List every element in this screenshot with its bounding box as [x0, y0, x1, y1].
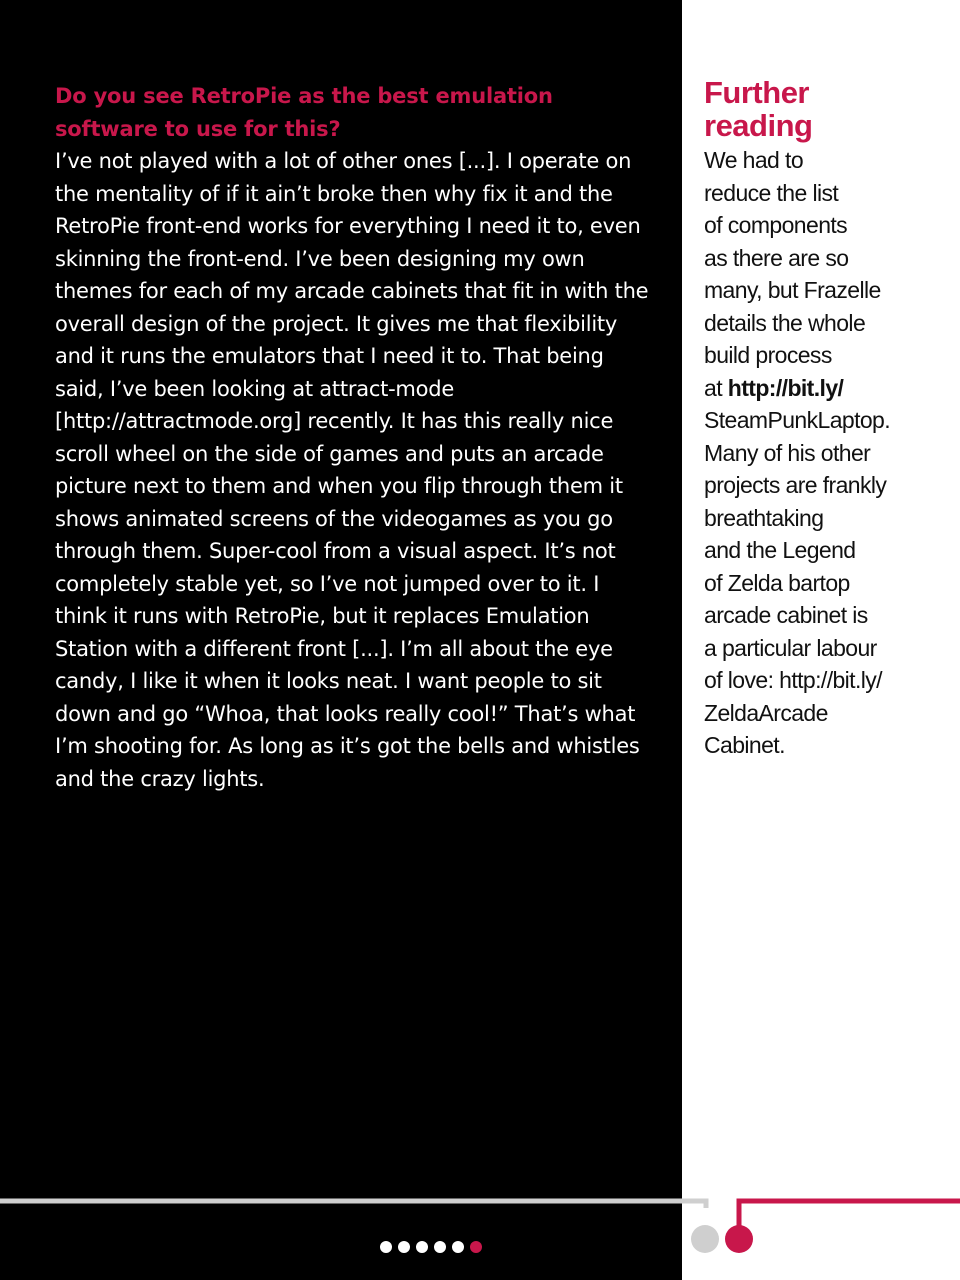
further-reading-sidebar: [704, 76, 950, 762]
sidebar-line: Cabinet.: [704, 732, 785, 758]
sidebar-line: SteamPunkLaptop.: [704, 407, 891, 433]
sidebar-title-line-1: Further: [704, 75, 809, 110]
page-dot[interactable]: [380, 1241, 392, 1253]
interview-answer: I’ve not played with a lot of other ones [...]. I operate on the mentality of if it ain’t broke then why fix it and the RetroPie front-end works for everything I need it to, even skinning the front-end. I’ve been designing my own themes for each of my arcade cabinets that fit in with the overall design of the project. It gives me that flexibility and it runs the emulators that I need it to. That being said, I’ve been looking at attract-mode [http://attractmode.org] recently. It has this really nice scroll wheel on the side of games and puts an arcade picture next to them and when you flip through them it shows animated screens of the videogames as you go through them. Super-cool from a visual aspect. It’s not completely stable yet, so I’ve not jumped over to it. I think it runs with RetroPie, but it replaces Emulation Station with a different front [...]. I’m all about the eye candy, I like it when it looks neat. I want people to sit down and go “Whoa, that looks really cool!” That’s what I’m shooting for. As long as it’s got the bells and whistles and the crazy lights.: [55, 149, 649, 791]
sidebar-line: as there are so: [704, 244, 849, 271]
footer-rule-grey: [0, 1198, 712, 1208]
footer-node-red: [725, 1225, 753, 1253]
sidebar-line: Many of his other: [704, 439, 871, 466]
sidebar-line: arcade cabinet is: [704, 602, 868, 628]
sidebar-line: breathtaking: [704, 504, 824, 531]
sidebar-title: [704, 76, 950, 142]
sidebar-line: We had to: [704, 147, 804, 173]
footer-node-grey: [691, 1225, 719, 1253]
interview-block: [55, 80, 655, 795]
interview-question: Do you see RetroPie as the best emulation software to use for this?: [55, 84, 553, 141]
footer-rule-red: [735, 1198, 960, 1228]
sidebar-line: projects are frankly: [704, 472, 887, 498]
sidebar-line: a particular labour: [704, 634, 877, 661]
steampunk-laptop-link[interactable]: http://bit.ly/: [727, 374, 844, 401]
sidebar-line: and the Legend: [704, 537, 856, 563]
sidebar-body: [704, 144, 950, 762]
page-dot[interactable]: [398, 1241, 410, 1253]
sidebar-line: build process: [704, 342, 832, 368]
sidebar-line: details the whole: [704, 309, 866, 336]
sidebar-line-link: [704, 372, 950, 405]
sidebar-at-prefix: at: [704, 374, 728, 401]
page-dot[interactable]: [434, 1241, 446, 1253]
page-dot-active[interactable]: [470, 1241, 482, 1253]
sidebar-line: of love: http://bit.ly/: [704, 667, 882, 693]
sidebar-line: reduce the list: [704, 179, 839, 206]
sidebar-line: many, but Frazelle: [704, 277, 881, 303]
page-dot[interactable]: [416, 1241, 428, 1253]
sidebar-line: ZeldaArcade: [704, 699, 828, 726]
sidebar-title-line-2: reading: [704, 108, 813, 143]
page-dot[interactable]: [452, 1241, 464, 1253]
page-indicator: [380, 1241, 482, 1253]
sidebar-line: of components: [704, 212, 848, 238]
sidebar-line: of Zelda bartop: [704, 569, 850, 596]
